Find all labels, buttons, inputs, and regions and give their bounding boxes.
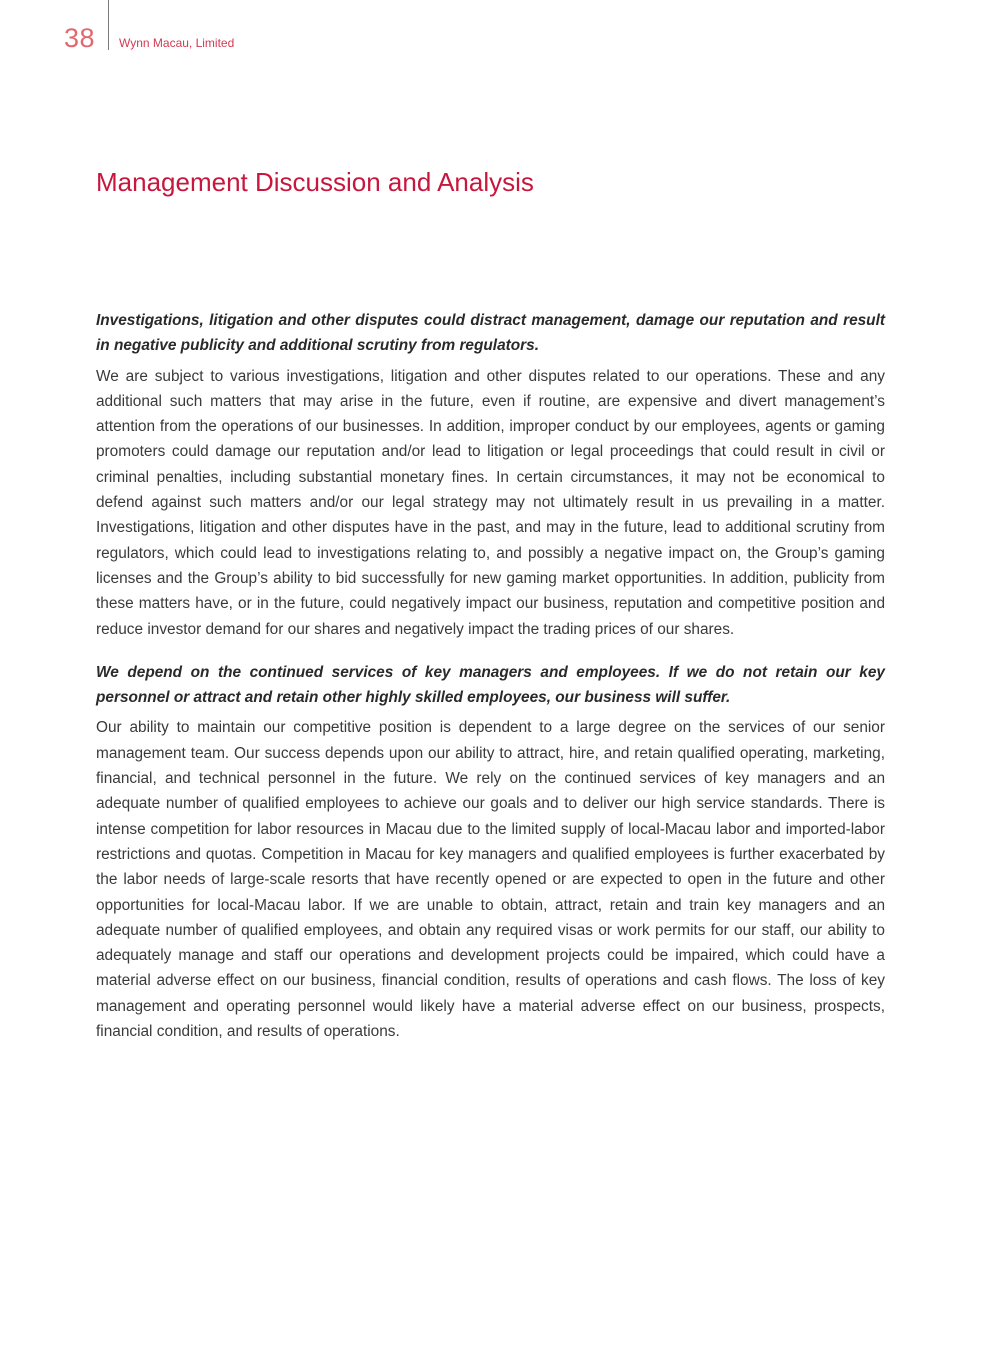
- company-name: Wynn Macau, Limited: [119, 36, 235, 50]
- section-investigations-litigation: [96, 308, 885, 642]
- page-title: Management Discussion and Analysis: [96, 167, 534, 197]
- document-content: [96, 308, 885, 1044]
- section-body: Our ability to maintain our competitive position is dependent to a large degree on the services of our senior management team. Our success depends upon our ability to attract, hire, and retain qualified operating, marketing, financial, and technical personnel in the future. We rely on the continued services of key managers and an adequate number of qualified employees to achieve our goals and to deliver our high service standards. There is intense competition for labor resources in Macau due to the limited supply of local-Macau labor and imported-labor restrictions and quotas. Competition in Macau for key managers and qualified employees is further exacerbated by the labor needs of large-scale resorts that have recently opened or are expected to open in the future and other opportunities for local-Macau labor. If we are unable to obtain, attract, retain and train key managers and an adequate number of qualified employees, and obtain any required visas or work permits for our staff, our ability to adequately manage and staff our operations and development projects could be impaired, which could have a material adverse effect on our business, financial condition, results of operations and cash flows. The loss of key management and operating personnel would likely have a material adverse effect on our business, prospects, financial condition, and results of operations.: [96, 719, 885, 1041]
- page-number: 38: [64, 23, 96, 53]
- page-header: [0, 0, 1006, 60]
- section-heading: We depend on the continued services of key managers and employees. If we do not retain our key personnel or attract and retain other highly skilled employees, our business will suffer.: [96, 663, 885, 707]
- section-body: We are subject to various investigations, litigation and other disputes related to our operations. These and any additional such matters that may arise in the future, even if routine, are expensive and divert management’s attention from the operations of our businesses. In addition, improper conduct by our employees, agents or gaming promoters could damage our reputation and/or lead to litigation or legal proceedings that could result in civil or criminal penalties, including substantial monetary fines. In certain circumstances, it may not be economical to defend against such matters and/or our legal strategy may not ultimately result in us prevailing in a matter. Investigations, litigation and other disputes have in the past, and may in the future, lead to additional scrutiny from regulators, which could lead to investigations relating to, and possibly a negative impact on, the Group’s gaming licenses and the Group’s ability to bid successfully for new gaming market opportunities. In addition, publicity from these matters have, or in the future, could negatively impact our business, reputation and competitive position and reduce investor demand for our shares and negatively impact the trading prices of our shares.: [96, 367, 885, 638]
- header-divider: [108, 0, 109, 50]
- section-heading: Investigations, litigation and other disputes could distract management, damage our reputation and result in negative publicity and additional scrutiny from regulators.: [96, 312, 885, 355]
- section-key-personnel: [96, 660, 885, 1044]
